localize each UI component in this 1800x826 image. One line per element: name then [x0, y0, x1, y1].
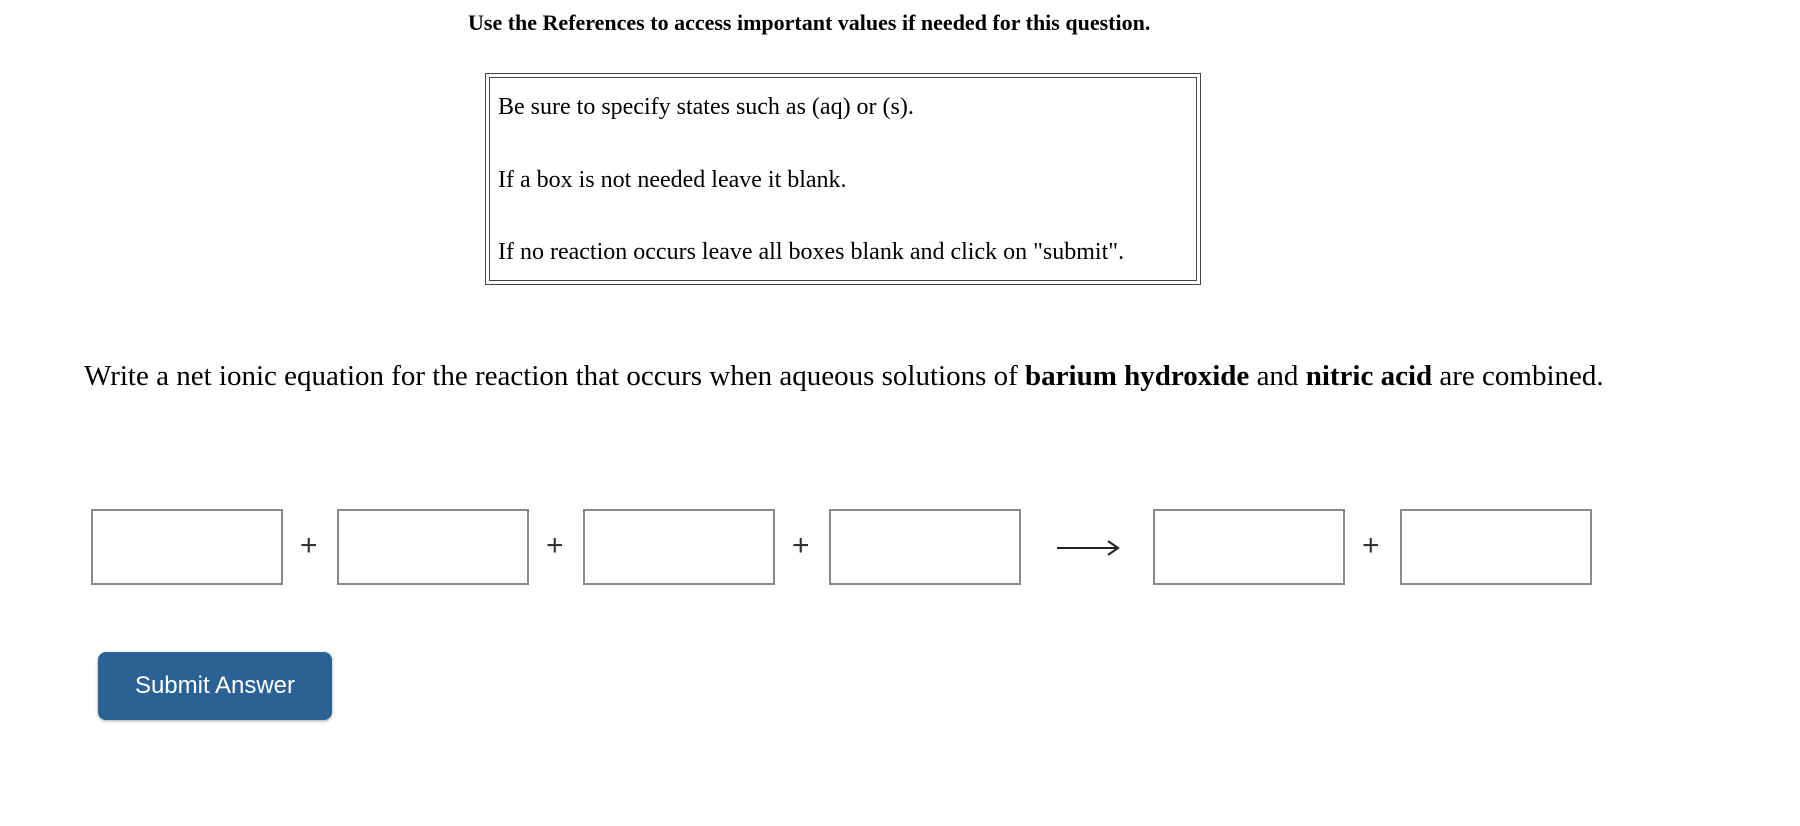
instructions-inner-border	[489, 77, 1197, 281]
question-text	[84, 358, 1644, 394]
reactant-1-name: barium hydroxide	[1025, 360, 1250, 392]
submit-answer-button[interactable]: Submit Answer	[98, 652, 332, 720]
question-text-after: are combined.	[1432, 360, 1604, 392]
question-text-before: Write a net ionic equation for the reaction that occurs when aqueous solutions of	[84, 360, 1026, 392]
references-note: Use the References to access important values if needed for this question.	[468, 10, 1151, 35]
reactant-box-4[interactable]	[829, 509, 1021, 585]
plus-sign-2: +	[546, 529, 564, 562]
plus-sign-1: +	[300, 529, 318, 562]
product-box-1[interactable]	[1153, 509, 1345, 585]
reactant-box-3[interactable]	[583, 509, 775, 585]
reactant-box-1[interactable]	[91, 509, 283, 585]
instruction-no-reaction: If no reaction occurs leave all boxes blank and click on "submit".	[498, 239, 1125, 265]
instruction-specify-states: Be sure to specify states such as (aq) or (s).	[498, 94, 914, 120]
instruction-leave-blank: If a box is not needed leave it blank.	[498, 167, 847, 193]
product-box-2[interactable]	[1400, 509, 1592, 585]
instructions-box	[485, 73, 1201, 285]
plus-sign-3: +	[792, 529, 810, 562]
right-arrow-icon	[1055, 536, 1121, 560]
question-text-middle: and	[1249, 360, 1306, 392]
reactant-box-2[interactable]	[337, 509, 529, 585]
plus-sign-4: +	[1362, 529, 1380, 562]
reactant-2-name: nitric acid	[1305, 360, 1433, 392]
